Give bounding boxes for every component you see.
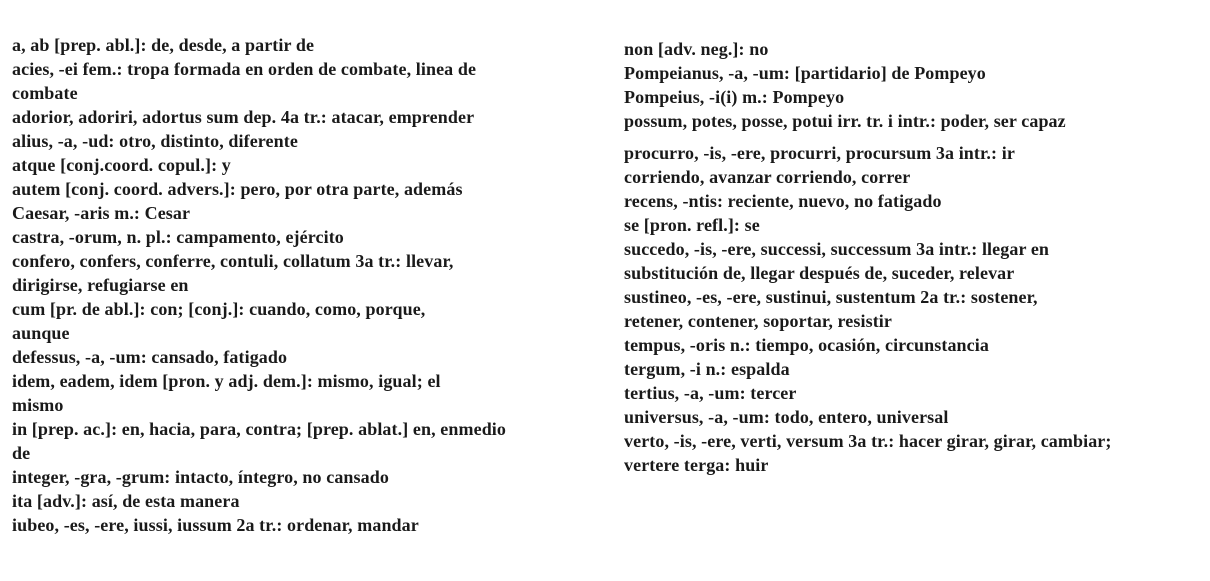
vocab-line: confero, confers, conferre, contuli, collatum 3a tr.: llevar, bbox=[12, 251, 454, 271]
vocab-line: defessus, -a, -um: cansado, fatigado bbox=[12, 347, 288, 367]
vocab-line: corriendo, avanzar corriendo, correr bbox=[624, 167, 911, 187]
vocab-line: adorior, adoriri, adortus sum dep. 4a tr.: atacar, emprender bbox=[12, 107, 475, 127]
paragraph-gap bbox=[624, 133, 1204, 141]
vocab-line: autem [conj. coord. advers.]: pero, por otra parte, además bbox=[12, 179, 463, 199]
vocab-line: atque [conj.coord. copul.]: y bbox=[12, 155, 231, 175]
vocab-line: tertius, -a, -um: tercer bbox=[624, 383, 797, 403]
vocab-line: tempus, -oris n.: tiempo, ocasión, circunstancia bbox=[624, 335, 989, 355]
vocab-line: substitución de, llegar después de, suceder, relevar bbox=[624, 263, 1015, 283]
vocab-line: Pompeianus, -a, -um: [partidario] de Pompeyo bbox=[624, 63, 986, 83]
vocab-line: tergum, -i n.: espalda bbox=[624, 359, 790, 379]
vocab-line: Caesar, -aris m.: Cesar bbox=[12, 203, 191, 223]
vocab-line: iubeo, -es, -ere, iussi, iussum 2a tr.: ordenar, mandar bbox=[12, 515, 419, 535]
vocab-line: acies, -ei fem.: tropa formada en orden de combate, linea de bbox=[12, 59, 477, 79]
vocab-line: dirigirse, refugiarse en bbox=[12, 275, 189, 295]
vocab-line: procurro, -is, -ere, procurri, procursum 3a intr.: ir bbox=[624, 143, 1015, 163]
vocab-line: vertere terga: huir bbox=[624, 455, 769, 475]
vocab-line: cum [pr. de abl.]: con; [conj.]: cuando, como, porque, bbox=[12, 299, 426, 319]
vocabulary-right-column bbox=[624, 37, 1204, 477]
vocab-line: mismo bbox=[12, 395, 64, 415]
vocab-line: recens, -ntis: reciente, nuevo, no fatigado bbox=[624, 191, 942, 211]
vocab-line: alius, -a, -ud: otro, distinto, diferente bbox=[12, 131, 298, 151]
vocab-line: Pompeius, -i(i) m.: Pompeyo bbox=[624, 87, 845, 107]
vocab-line: integer, -gra, -grum: intacto, íntegro, no cansado bbox=[12, 467, 389, 487]
vocab-line: de bbox=[12, 443, 31, 463]
vocab-line: ita [adv.]: así, de esta manera bbox=[12, 491, 240, 511]
vocab-line: idem, eadem, idem [pron. y adj. dem.]: mismo, igual; el bbox=[12, 371, 441, 391]
vocab-line: a, ab [prep. abl.]: de, desde, a partir de bbox=[12, 35, 315, 55]
vocab-line: verto, -is, -ere, verti, versum 3a tr.: hacer girar, girar, cambiar; bbox=[624, 431, 1112, 451]
vocab-line: sustineo, -es, -ere, sustinui, sustentum 2a tr.: sostener, bbox=[624, 287, 1038, 307]
vocab-line: se [pron. refl.]: se bbox=[624, 215, 760, 235]
vocab-line: in [prep. ac.]: en, hacia, para, contra; [prep. ablat.] en, enmedio bbox=[12, 419, 507, 439]
vocab-line: universus, -a, -um: todo, entero, universal bbox=[624, 407, 949, 427]
vocab-line: succedo, -is, -ere, successi, successum 3a intr.: llegar en bbox=[624, 239, 1050, 259]
vocab-line: aunque bbox=[12, 323, 70, 343]
vocab-line: non [adv. neg.]: no bbox=[624, 39, 769, 59]
vocab-line: castra, -orum, n. pl.: campamento, ejército bbox=[12, 227, 344, 247]
vocabulary-left-column bbox=[12, 33, 587, 537]
vocab-line: combate bbox=[12, 83, 78, 103]
vocab-line: retener, contener, soportar, resistir bbox=[624, 311, 892, 331]
vocab-line: possum, potes, posse, potui irr. tr. i intr.: poder, ser capaz bbox=[624, 111, 1066, 131]
